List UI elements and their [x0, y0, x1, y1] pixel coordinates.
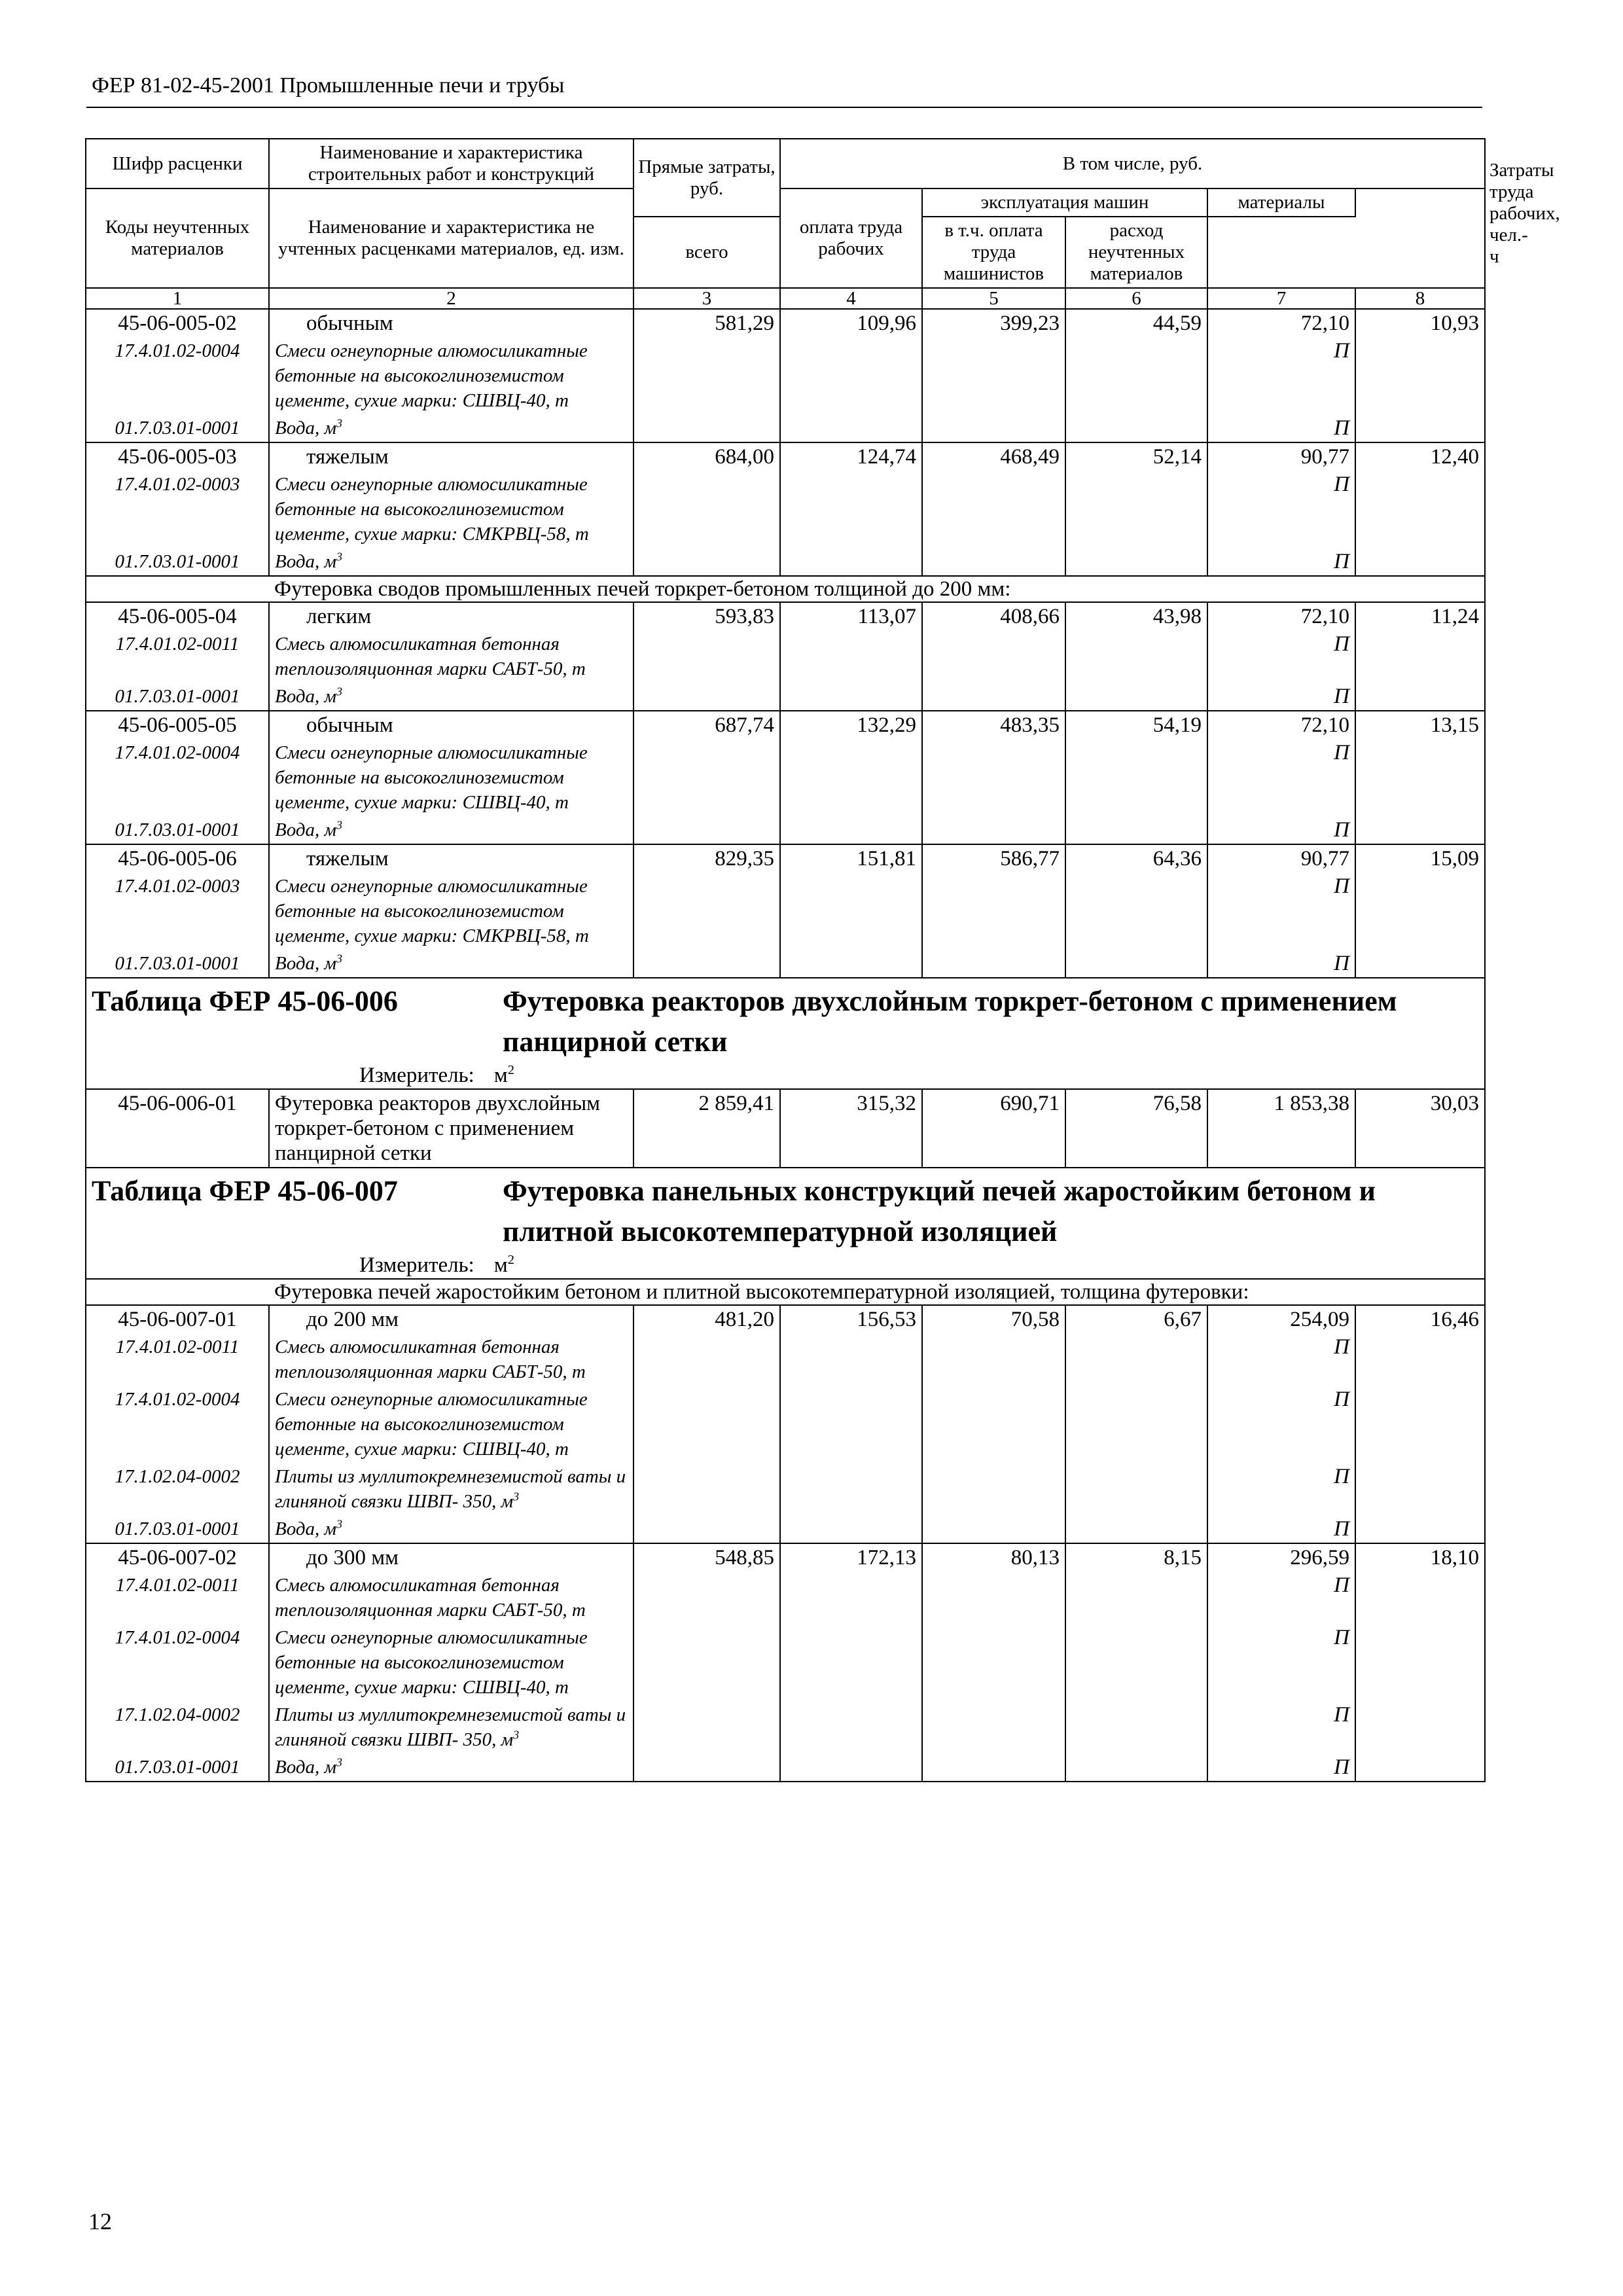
- materials-cost: 72,10: [1207, 711, 1355, 739]
- col-number: 7: [1207, 288, 1355, 309]
- labor-hours: 18,10: [1355, 1543, 1485, 1571]
- material-code: 17.4.01.02-0003: [86, 872, 269, 950]
- material-name: Вода, $м^3$: [269, 683, 633, 711]
- material-code: 17.1.02.04-0002: [86, 1701, 269, 1753]
- materials-cost: 90,77: [1207, 442, 1355, 471]
- material-row: [86, 414, 1485, 442]
- materials-cost: 296,59: [1207, 1543, 1355, 1571]
- rate-code: 45-06-005-04: [86, 602, 269, 630]
- rate-name: обычным: [269, 309, 633, 337]
- material-mark: П: [1207, 337, 1355, 414]
- material-mark: П: [1207, 630, 1355, 683]
- material-code: 17.4.01.02-0004: [86, 739, 269, 816]
- table-row: [86, 1305, 1485, 1333]
- materials-cost: 72,10: [1207, 602, 1355, 630]
- col-code-materials: Коды неучтенных материалов: [86, 188, 269, 288]
- col-machines-labor: в т.ч. оплата труда машинистов: [922, 217, 1065, 288]
- material-name: Смесь алюмосиликатная бетонная теплоизоляционная марки САБТ-50, т: [269, 1333, 633, 1386]
- col-number: 1: [86, 288, 269, 309]
- material-name: Вода, $м^3$: [269, 816, 633, 844]
- machines-total: 690,71: [922, 1089, 1065, 1168]
- rate-code: 45-06-006-01: [86, 1089, 269, 1168]
- material-row: [86, 1333, 1485, 1386]
- rate-code: 45-06-005-05: [86, 711, 269, 739]
- machines-total: 80,13: [922, 1543, 1065, 1571]
- material-code: 01.7.03.01-0001: [86, 950, 269, 978]
- col-machines: эксплуатация машин: [922, 188, 1207, 217]
- col-code-rate: Шифр расценки: [86, 139, 269, 188]
- table-title: [86, 978, 1485, 1062]
- direct-costs: 481,20: [633, 1305, 780, 1333]
- material-mark: П: [1207, 471, 1355, 548]
- meter: Измеритель: $м^2$: [86, 1252, 1485, 1279]
- col-materials: материалы: [1207, 188, 1355, 217]
- direct-costs: 829,35: [633, 844, 780, 872]
- material-row: [86, 1463, 1485, 1515]
- table-title-text: Футеровка реакторов двухслойным торкрет-бетоном с применением панцирной сетки: [503, 985, 1397, 1058]
- col-number: 8: [1355, 288, 1485, 309]
- labor-hours: 30,03: [1355, 1089, 1485, 1168]
- direct-costs: 687,74: [633, 711, 780, 739]
- material-code: 17.4.01.02-0004: [86, 1624, 269, 1701]
- material-mark: П: [1207, 1571, 1355, 1624]
- table-label: Таблица ФЕР 45-06-006: [92, 985, 398, 1017]
- machines-labor: 43,98: [1065, 602, 1207, 630]
- material-name: Вода, $м^3$: [269, 414, 633, 442]
- material-name: Вода, $м^3$: [269, 548, 633, 576]
- meter-label: Измеритель:: [359, 1253, 474, 1277]
- material-mark: П: [1207, 1463, 1355, 1515]
- material-name: Плиты из муллитокремнеземистой ваты и глиняной связки ШВП- 350, $м^3$: [269, 1701, 633, 1753]
- material-code: 01.7.03.01-0001: [86, 1753, 269, 1782]
- table-row: [86, 309, 1485, 337]
- labor-pay: 109,96: [780, 309, 922, 337]
- material-code: 01.7.03.01-0001: [86, 816, 269, 844]
- materials-cost: 254,09: [1207, 1305, 1355, 1333]
- header-rule: [86, 107, 1482, 108]
- material-code: 17.4.01.02-0004: [86, 1386, 269, 1463]
- material-mark: П: [1207, 872, 1355, 950]
- labor-hours: 16,46: [1355, 1305, 1485, 1333]
- material-mark: П: [1207, 1386, 1355, 1463]
- table-title-text: Футеровка панельных конструкций печей жаростойким бетоном и плитной высокотемпературной изоляцией: [503, 1175, 1376, 1247]
- table-title-row: [86, 978, 1485, 1062]
- material-name: Смеси огнеупорные алюмосиликатные бетонные на высокоглиноземистом цементе, сухие марки: СМКРВЦ-58, т: [269, 872, 633, 950]
- labor-hours: 10,93: [1355, 309, 1485, 337]
- col-number: 6: [1065, 288, 1207, 309]
- meter-row: [86, 1252, 1485, 1279]
- material-mark: П: [1207, 816, 1355, 844]
- rate-code: 45-06-005-06: [86, 844, 269, 872]
- material-mark: П: [1207, 683, 1355, 711]
- col-machines-total: всего: [633, 217, 780, 288]
- material-code: 17.1.02.04-0002: [86, 1463, 269, 1515]
- material-name: Вода, $м^3$: [269, 950, 633, 978]
- direct-costs: 548,85: [633, 1543, 780, 1571]
- machines-total: 483,35: [922, 711, 1065, 739]
- table-label: Таблица ФЕР 45-06-007: [92, 1175, 398, 1207]
- machines-labor: 54,19: [1065, 711, 1207, 739]
- labor-pay: 156,53: [780, 1305, 922, 1333]
- material-code: 17.4.01.02-0003: [86, 471, 269, 548]
- table-row: [86, 442, 1485, 471]
- rate-code: 45-06-005-03: [86, 442, 269, 471]
- meter-label: Измеритель:: [359, 1064, 474, 1087]
- machines-labor: 76,58: [1065, 1089, 1207, 1168]
- material-row: [86, 471, 1485, 548]
- material-mark: П: [1207, 1515, 1355, 1543]
- material-code: 01.7.03.01-0001: [86, 414, 269, 442]
- materials-cost: 72,10: [1207, 309, 1355, 337]
- machines-labor: 8,15: [1065, 1543, 1207, 1571]
- material-mark: П: [1207, 950, 1355, 978]
- material-mark: П: [1207, 1753, 1355, 1782]
- machines-total: 70,58: [922, 1305, 1065, 1333]
- material-name: Смеси огнеупорные алюмосиликатные бетонные на высокоглиноземистом цементе, сухие марки: СШВЦ-40, т: [269, 1624, 633, 1701]
- section-row: [86, 1279, 1485, 1305]
- material-row: [86, 1386, 1485, 1463]
- material-row: [86, 683, 1485, 711]
- col-name-work: Наименование и характеристика строительных работ и конструкций: [269, 139, 633, 188]
- material-row: [86, 1753, 1485, 1782]
- material-row: [86, 548, 1485, 576]
- table-row: [86, 711, 1485, 739]
- rate-name: обычным: [269, 711, 633, 739]
- materials-cost: 90,77: [1207, 844, 1355, 872]
- material-name: Смеси огнеупорные алюмосиликатные бетонные на высокоглиноземистом цементе, сухие марки: СМКРВЦ-58, т: [269, 471, 633, 548]
- col-number: 4: [780, 288, 922, 309]
- materials-cost: 1 853,38: [1207, 1089, 1355, 1168]
- material-code: 17.4.01.02-0011: [86, 1571, 269, 1624]
- rate-name: до 200 мм: [269, 1305, 633, 1333]
- labor-pay: 151,81: [780, 844, 922, 872]
- machines-total: 586,77: [922, 844, 1065, 872]
- col-number: 2: [269, 288, 633, 309]
- material-row: [86, 1515, 1485, 1543]
- direct-costs: 684,00: [633, 442, 780, 471]
- column-numbers-row: [86, 288, 1485, 309]
- col-materials-usage: расход неучтенных материалов: [1065, 217, 1207, 288]
- rate-name: Футеровка реакторов двухслойным торкрет-бетоном с применением панцирной сетки: [269, 1089, 633, 1168]
- material-name: Смесь алюмосиликатная бетонная теплоизоляционная марки САБТ-50, т: [269, 1571, 633, 1624]
- material-name: Смесь алюмосиликатная бетонная теплоизоляционная марки САБТ-50, т: [269, 630, 633, 683]
- labor-hours: 11,24: [1355, 602, 1485, 630]
- material-row: [86, 630, 1485, 683]
- machines-total: 468,49: [922, 442, 1065, 471]
- material-mark: П: [1207, 414, 1355, 442]
- material-row: [86, 1624, 1485, 1701]
- rate-code: 45-06-007-01: [86, 1305, 269, 1333]
- material-mark: П: [1207, 739, 1355, 816]
- machines-labor: 6,67: [1065, 1305, 1207, 1333]
- machines-labor: 44,59: [1065, 309, 1207, 337]
- labor-pay: 172,13: [780, 1543, 922, 1571]
- labor-pay: 132,29: [780, 711, 922, 739]
- rate-name: до 300 мм: [269, 1543, 633, 1571]
- machines-labor: 52,14: [1065, 442, 1207, 471]
- material-mark: П: [1207, 1701, 1355, 1753]
- material-row: [86, 337, 1485, 414]
- material-code: 17.4.01.02-0004: [86, 337, 269, 414]
- material-row: [86, 1571, 1485, 1624]
- material-row: [86, 739, 1485, 816]
- machines-labor: 64,36: [1065, 844, 1207, 872]
- table-title-row: [86, 1168, 1485, 1252]
- material-row: [86, 816, 1485, 844]
- material-name: Смеси огнеупорные алюмосиликатные бетонные на высокоглиноземистом цементе, сухие марки: СШВЦ-40, т: [269, 337, 633, 414]
- meter: Измеритель: $м^2$: [86, 1062, 1485, 1089]
- rates-table: [85, 138, 1560, 1782]
- material-code: 01.7.03.01-0001: [86, 683, 269, 711]
- material-code: 17.4.01.02-0011: [86, 1333, 269, 1386]
- meter-unit: м: [493, 1253, 508, 1277]
- table-row: [86, 1089, 1485, 1168]
- material-name: Смеси огнеупорные алюмосиликатные бетонные на высокоглиноземистом цементе, сухие марки: СШВЦ-40, т: [269, 739, 633, 816]
- material-name: Вода, $м^3$: [269, 1515, 633, 1543]
- running-header: ФЕР 81-02-45-2001 Промышленные печи и трубы: [92, 73, 565, 98]
- rate-name: тяжелым: [269, 844, 633, 872]
- labor-hours: 12,40: [1355, 442, 1485, 471]
- col-number: 3: [633, 288, 780, 309]
- rate-name: легким: [269, 602, 633, 630]
- material-row: [86, 1701, 1485, 1753]
- material-mark: П: [1207, 548, 1355, 576]
- material-name: Смеси огнеупорные алюмосиликатные бетонные на высокоглиноземистом цементе, сухие марки: СШВЦ-40, т: [269, 1386, 633, 1463]
- table-row: [86, 844, 1485, 872]
- table-header-row: Шифр расценки Наименование и характеристика строительных работ и конструкций Прямые затраты, руб. В том числе, руб. Затраты труда рабочих, чел.-ч: [86, 139, 1485, 188]
- machines-total: 399,23: [922, 309, 1065, 337]
- labor-hours: 15,09: [1355, 844, 1485, 872]
- col-name-materials: Наименование и характеристика не учтенных расценками материалов, ед. изм.: [269, 188, 633, 288]
- direct-costs: 593,83: [633, 602, 780, 630]
- page-number: 12: [88, 2208, 112, 2234]
- meter-unit: м: [493, 1064, 508, 1087]
- labor-hours: 13,15: [1355, 711, 1485, 739]
- section-heading: Футеровка сводов промышленных печей торкрет-бетоном толщиной до 200 мм:: [269, 576, 1485, 602]
- labor-pay: 113,07: [780, 602, 922, 630]
- labor-pay: 124,74: [780, 442, 922, 471]
- material-code: 01.7.03.01-0001: [86, 1515, 269, 1543]
- table-title: [86, 1168, 1485, 1252]
- col-labor-pay: оплата труда рабочих: [780, 188, 922, 288]
- section-row: [86, 576, 1485, 602]
- material-mark: П: [1207, 1333, 1355, 1386]
- col-including: В том числе, руб.: [780, 139, 1485, 188]
- meter-row: [86, 1062, 1485, 1089]
- material-code: 01.7.03.01-0001: [86, 548, 269, 576]
- col-number: 5: [922, 288, 1065, 309]
- table-row: [86, 602, 1485, 630]
- direct-costs: 2 859,41: [633, 1089, 780, 1168]
- material-row: [86, 950, 1485, 978]
- section-heading: Футеровка печей жаростойким бетоном и плитной высокотемпературной изоляцией, толщина футеровки:: [269, 1279, 1485, 1305]
- table-row: [86, 1543, 1485, 1571]
- labor-pay: 315,32: [780, 1089, 922, 1168]
- direct-costs: 581,29: [633, 309, 780, 337]
- material-mark: П: [1207, 1624, 1355, 1701]
- material-name: Вода, $м^3$: [269, 1753, 633, 1782]
- rate-code: 45-06-007-02: [86, 1543, 269, 1571]
- col-direct-costs: Прямые затраты, руб.: [633, 139, 780, 217]
- rate-name: тяжелым: [269, 442, 633, 471]
- machines-total: 408,66: [922, 602, 1065, 630]
- material-code: 17.4.01.02-0011: [86, 630, 269, 683]
- rate-code: 45-06-005-02: [86, 309, 269, 337]
- material-name: Плиты из муллитокремнеземистой ваты и глиняной связки ШВП- 350, $м^3$: [269, 1463, 633, 1515]
- material-row: [86, 872, 1485, 950]
